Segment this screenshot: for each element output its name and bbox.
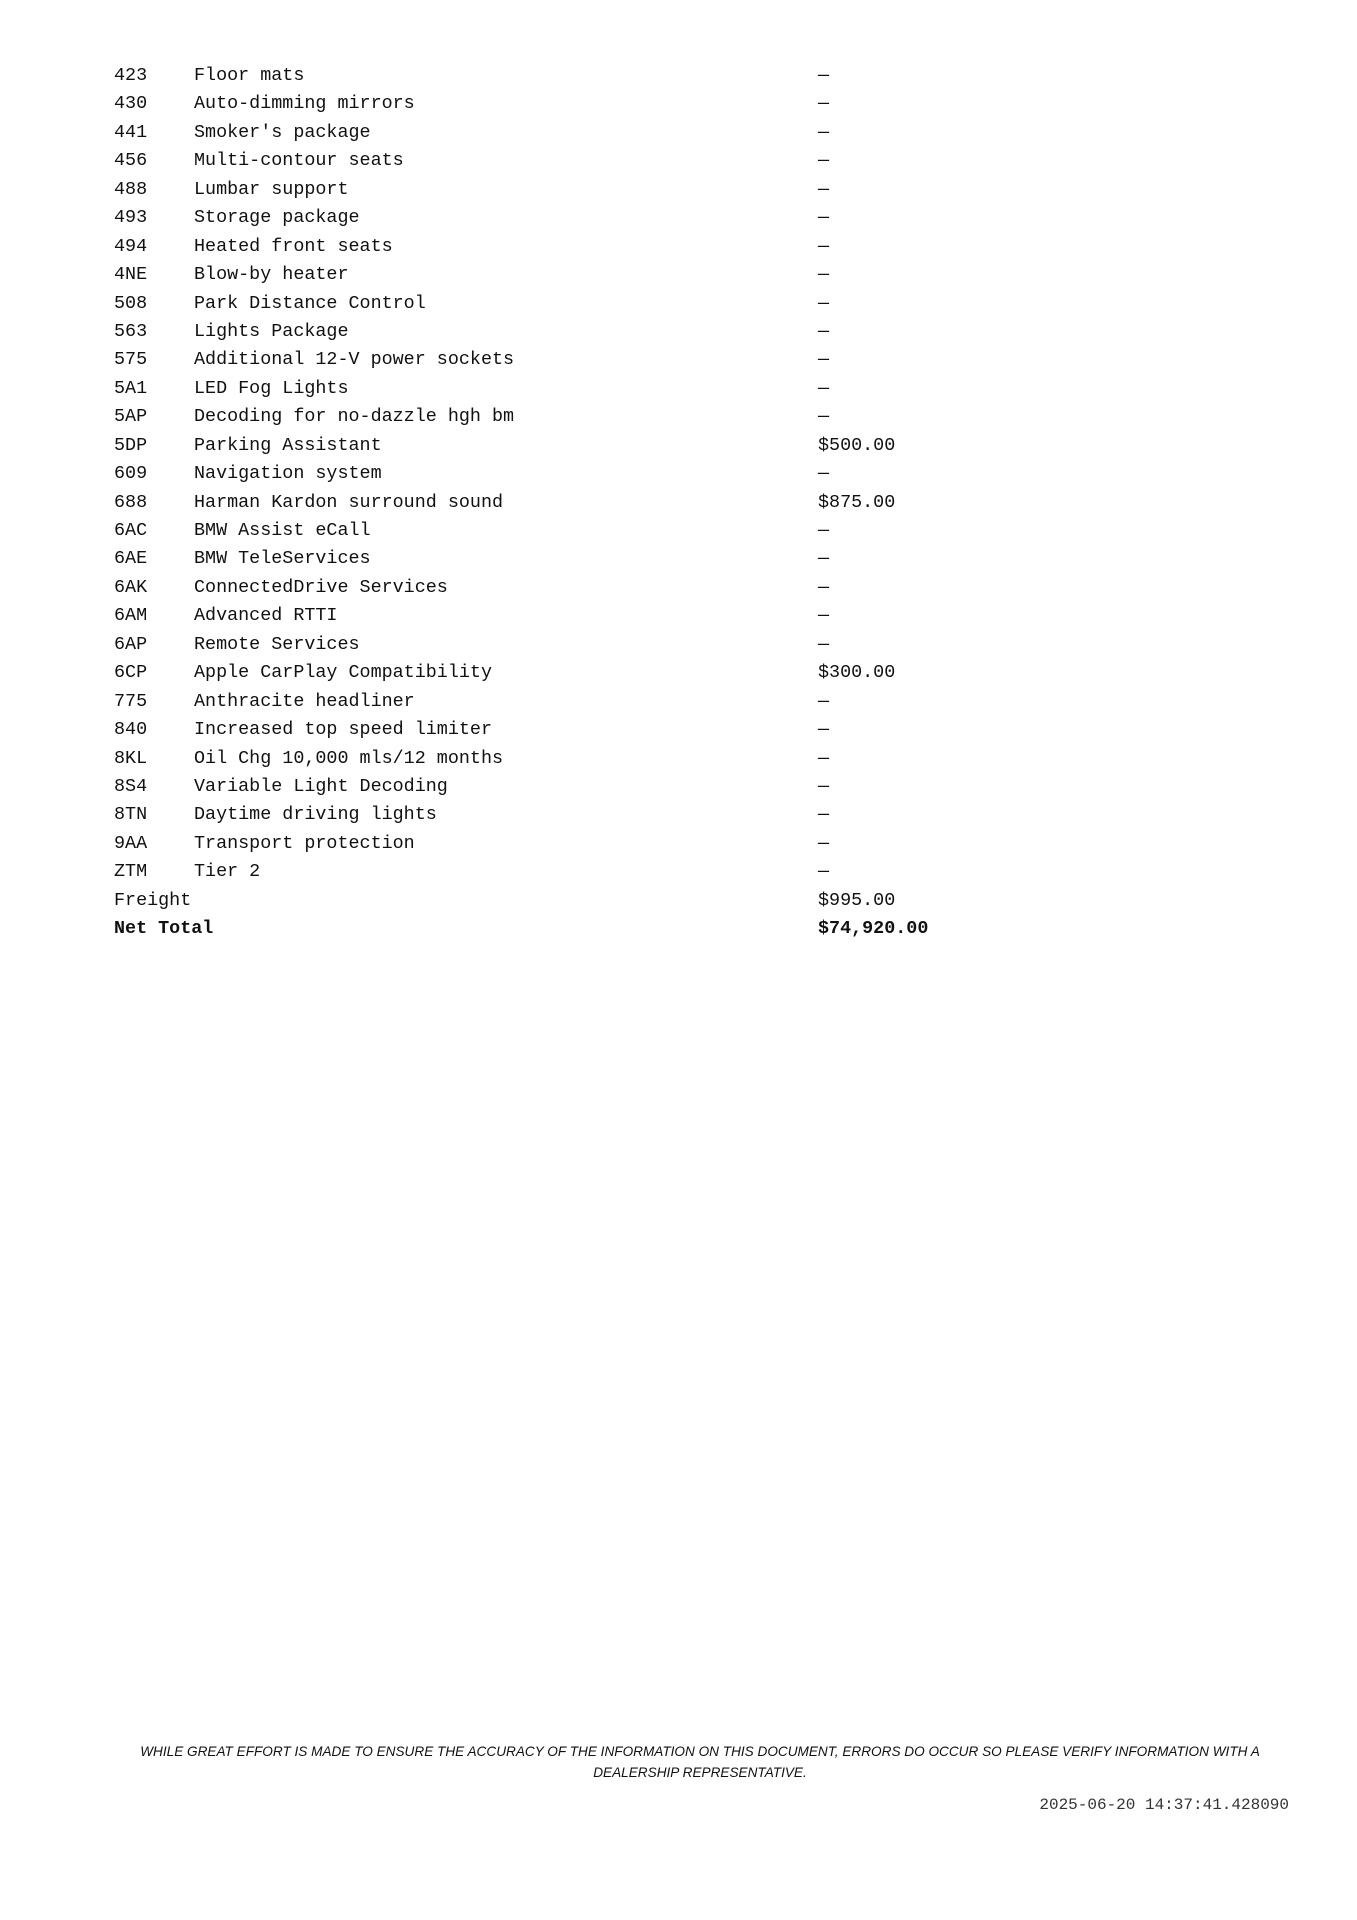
option-code: 840 bbox=[114, 719, 148, 741]
option-description: BMW Assist eCall bbox=[194, 520, 371, 541]
option-description: Parking Assistant bbox=[194, 434, 382, 456]
option-code: 6CP bbox=[114, 662, 148, 684]
option-code: 563 bbox=[114, 320, 148, 342]
option-description: Lumbar support bbox=[194, 178, 349, 200]
option-row bbox=[114, 602, 974, 630]
option-code: 6AC bbox=[114, 520, 148, 541]
option-rows bbox=[114, 62, 974, 887]
option-description: Lights Package bbox=[194, 320, 349, 342]
option-code: 441 bbox=[114, 121, 148, 143]
option-price: — bbox=[818, 832, 830, 854]
option-code: 575 bbox=[114, 349, 148, 371]
option-price: — bbox=[818, 93, 830, 115]
option-description: LED Fog Lights bbox=[194, 377, 349, 399]
option-price: — bbox=[818, 719, 830, 741]
option-description: Apple CarPlay Compatibility bbox=[194, 662, 492, 684]
option-code: 4NE bbox=[114, 264, 148, 286]
option-description: ConnectedDrive Services bbox=[194, 576, 448, 598]
option-code: 493 bbox=[114, 207, 148, 229]
option-code: 508 bbox=[114, 292, 148, 314]
option-price: — bbox=[818, 576, 830, 598]
option-description: Harman Kardon surround sound bbox=[194, 491, 504, 513]
option-row bbox=[114, 631, 974, 659]
net-total-label: Net Total bbox=[114, 918, 214, 940]
option-row bbox=[114, 62, 974, 90]
option-code: 8TN bbox=[114, 804, 148, 826]
option-price: $300.00 bbox=[818, 662, 896, 684]
option-row bbox=[114, 830, 974, 858]
option-code: 5DP bbox=[114, 434, 148, 456]
disclaimer-line-1: WHILE GREAT EFFORT IS MADE TO ENSURE THE ACCURACY OF THE INFORMATION ON THIS DOCUMENT, ERRORS DO OCCUR SO PLEASE VERIFY INFORMATION WITH A bbox=[140, 1744, 1260, 1759]
option-row bbox=[114, 119, 974, 147]
option-description: Tier 2 bbox=[194, 861, 261, 883]
net-total-row bbox=[114, 915, 974, 943]
options-list bbox=[114, 62, 974, 944]
option-description: Increased top speed limiter bbox=[194, 719, 492, 741]
option-description: Anthracite headliner bbox=[194, 690, 415, 712]
timestamp: 2025-06-20 14:37:41.428090 bbox=[1039, 1796, 1289, 1814]
option-price: — bbox=[818, 292, 830, 314]
option-code: 6AM bbox=[114, 605, 148, 627]
option-row bbox=[114, 204, 974, 232]
option-price: — bbox=[818, 775, 830, 797]
option-row bbox=[114, 773, 974, 801]
option-row bbox=[114, 90, 974, 118]
option-code: 609 bbox=[114, 463, 148, 485]
option-row bbox=[114, 801, 974, 829]
option-code: 430 bbox=[114, 93, 148, 115]
option-code: 456 bbox=[114, 150, 148, 172]
option-price: — bbox=[818, 605, 830, 627]
option-row bbox=[114, 858, 974, 886]
option-price: — bbox=[818, 377, 830, 399]
option-price: — bbox=[818, 633, 830, 655]
option-description: Heated front seats bbox=[194, 235, 393, 257]
option-code: 6AK bbox=[114, 576, 148, 598]
option-code: 488 bbox=[114, 178, 148, 200]
option-price: — bbox=[818, 65, 830, 86]
option-description: Oil Chg 10,000 mls/12 months bbox=[194, 747, 504, 769]
option-price: — bbox=[818, 804, 830, 826]
option-row bbox=[114, 745, 974, 773]
option-row bbox=[114, 346, 974, 374]
option-price: — bbox=[818, 320, 830, 342]
option-price: — bbox=[818, 520, 830, 541]
option-description: Remote Services bbox=[194, 633, 360, 655]
option-price: — bbox=[818, 121, 830, 143]
freight-label: Freight bbox=[114, 889, 192, 911]
option-price: — bbox=[818, 150, 830, 172]
option-description: BMW TeleServices bbox=[194, 548, 371, 570]
option-code: 775 bbox=[114, 690, 148, 712]
option-row bbox=[114, 659, 974, 687]
option-description: Transport protection bbox=[194, 832, 415, 854]
option-price: — bbox=[818, 861, 830, 883]
option-description: Park Distance Control bbox=[194, 292, 426, 314]
option-code: 423 bbox=[114, 65, 148, 86]
option-code: 6AE bbox=[114, 548, 148, 570]
option-row bbox=[114, 403, 974, 431]
option-code: 494 bbox=[114, 235, 148, 257]
option-row bbox=[114, 545, 974, 573]
option-description: Smoker's package bbox=[194, 121, 371, 143]
freight-row bbox=[114, 887, 974, 915]
option-description: Auto-dimming mirrors bbox=[194, 93, 415, 115]
option-row bbox=[114, 318, 974, 346]
option-description: Navigation system bbox=[194, 463, 382, 485]
option-price: $500.00 bbox=[818, 434, 896, 456]
option-description: Storage package bbox=[194, 207, 360, 229]
option-row bbox=[114, 688, 974, 716]
option-row bbox=[114, 290, 974, 318]
option-code: 6AP bbox=[114, 633, 148, 655]
option-code: ZTM bbox=[114, 861, 148, 883]
option-row bbox=[114, 147, 974, 175]
net-total-price: $74,920.00 bbox=[818, 918, 929, 940]
disclaimer bbox=[120, 1741, 1280, 1783]
option-price: — bbox=[818, 235, 830, 257]
option-code: 5AP bbox=[114, 406, 148, 428]
option-code: 688 bbox=[114, 491, 148, 513]
option-row bbox=[114, 261, 974, 289]
option-price: — bbox=[818, 548, 830, 570]
option-description: Daytime driving lights bbox=[194, 804, 437, 826]
option-row bbox=[114, 176, 974, 204]
option-row bbox=[114, 432, 974, 460]
option-row bbox=[114, 460, 974, 488]
option-row bbox=[114, 489, 974, 517]
option-description: Decoding for no-dazzle hgh bm bbox=[194, 406, 515, 428]
option-row bbox=[114, 233, 974, 261]
option-description: Variable Light Decoding bbox=[194, 775, 448, 797]
option-row bbox=[114, 716, 974, 744]
option-description: Blow-by heater bbox=[194, 264, 349, 286]
option-description: Additional 12-V power sockets bbox=[194, 349, 515, 371]
option-price: — bbox=[818, 207, 830, 229]
option-code: 5A1 bbox=[114, 377, 148, 399]
option-price: — bbox=[818, 463, 830, 485]
option-code: 9AA bbox=[114, 832, 148, 854]
option-price: — bbox=[818, 406, 830, 428]
option-row bbox=[114, 574, 974, 602]
option-row bbox=[114, 375, 974, 403]
option-description: Advanced RTTI bbox=[194, 605, 338, 627]
option-code: 8S4 bbox=[114, 775, 148, 797]
option-description: Multi-contour seats bbox=[194, 150, 404, 172]
option-price: — bbox=[818, 264, 830, 286]
option-row bbox=[114, 517, 974, 545]
option-price: — bbox=[818, 690, 830, 712]
option-description: Floor mats bbox=[194, 65, 305, 86]
option-price: — bbox=[818, 178, 830, 200]
option-price: — bbox=[818, 349, 830, 371]
option-price: — bbox=[818, 747, 830, 769]
freight-price: $995.00 bbox=[818, 889, 896, 911]
option-price: $875.00 bbox=[818, 491, 896, 513]
option-code: 8KL bbox=[114, 747, 148, 769]
disclaimer-line-2: DEALERSHIP REPRESENTATIVE. bbox=[593, 1765, 807, 1780]
